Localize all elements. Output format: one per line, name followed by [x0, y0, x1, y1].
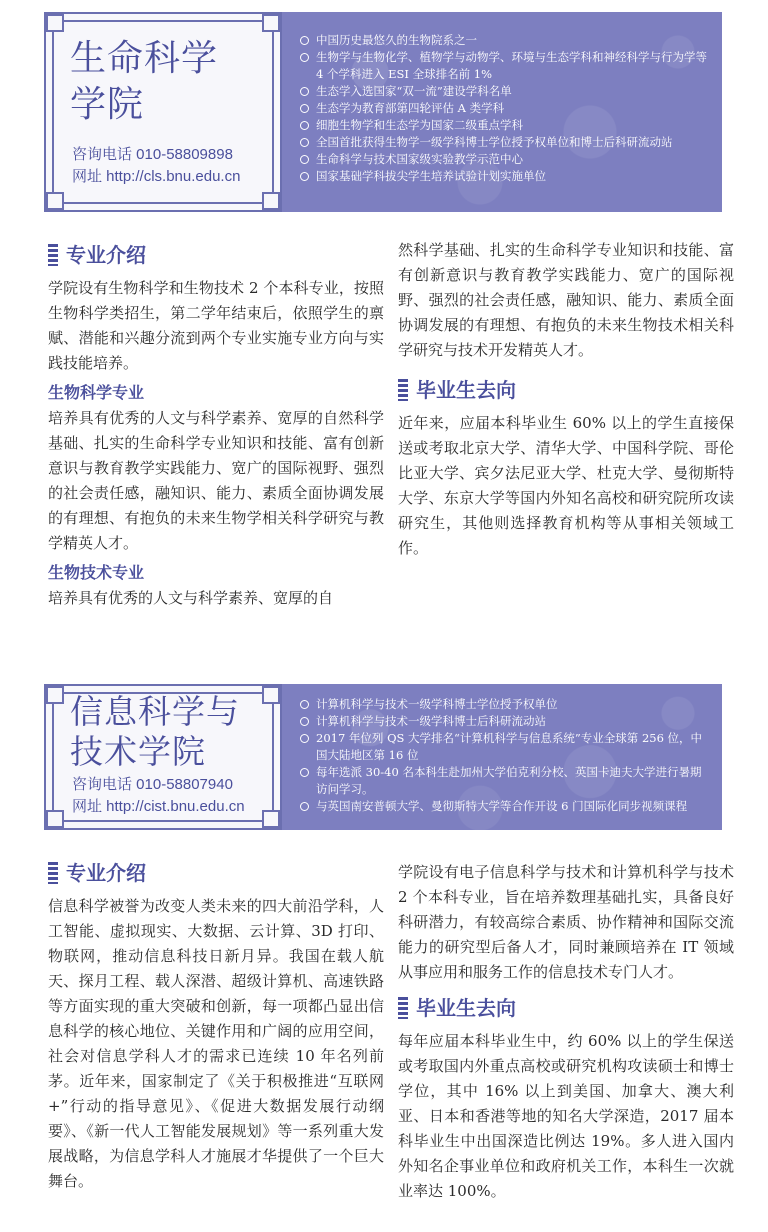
college-title: [70, 36, 270, 128]
college-title: [70, 692, 280, 772]
frame-corner: [46, 192, 64, 210]
website-url: 网址 http://cist.bnu.edu.cn: [72, 798, 245, 815]
website-url: 网址 http://cls.bnu.edu.cn: [72, 168, 241, 185]
major-intro-continued: 学院设有电子信息科学与技术和计算机科学与技术 2 个本科专业，旨在培养数理基础扎实，具备良好科研潜力，有较高综合素质、协作精神和国际交流能力的研究型后备人才，同时兼顾培养在 IT 领域从事应用和服务工作的信息技术专门人才。: [398, 863, 734, 981]
phone-number: 咨询电话 010-58807940: [72, 776, 233, 793]
title-box: [44, 684, 282, 830]
section-heading: [48, 856, 384, 890]
major-intro: 学院设有生物科学和生物技术 2 个本科专业，按照生物科学类招生，第二学年结束后，依照学生的禀赋、潜能和兴趣分流到两个专业实施专业方向与实践技能培养。: [48, 279, 384, 372]
list-item: 与英国南安普顿大学、曼彻斯特大学等合作开设 6 门国际化同步视频课程: [300, 798, 708, 815]
highlights-list: [300, 32, 708, 185]
college-title-line2: 技术学院: [70, 732, 206, 771]
list-item: 每年选派 30-40 名本科生赴加州大学伯克利分校、英国卡迪夫大学进行暑期访问学习。: [300, 764, 708, 798]
heading-text: 专业介绍: [66, 860, 146, 885]
heading-bar-icon: [398, 997, 408, 1019]
heading-bar-icon: [48, 244, 58, 266]
frame-corner: [46, 686, 64, 704]
heading-bar-icon: [398, 379, 408, 401]
list-item: 细胞生物学和生态学为国家二级重点学科: [300, 117, 708, 134]
right-column: [398, 238, 734, 561]
college-title-line2: 学院: [70, 84, 145, 125]
frame-corner: [46, 810, 64, 828]
header-life-science: [44, 12, 722, 212]
subheading: 生物技术专业: [48, 563, 145, 582]
list-item: 生态学为教育部第四轮评估 A 类学科: [300, 100, 708, 117]
list-item: 计算机科学与技术一级学科博士后科研流动站: [300, 713, 708, 730]
list-item: 国家基础学科拔尖学生培养试验计划实施单位: [300, 168, 708, 185]
heading-text: 毕业生去向: [416, 377, 516, 402]
highlights-panel: [282, 12, 722, 212]
major-description-continued: 然科学基础、扎实的生命科学专业知识和技能、富有创新意识与教育教学实践能力、宽广的国际视野、强烈的社会责任感，融知识、能力、素质全面协调发展的有理想、有抱负的未来生物技术相关科学研究与技术开发精英人才。: [398, 241, 734, 359]
right-column: [398, 860, 734, 1204]
highlights-list: [300, 696, 708, 815]
highlights-panel: [282, 684, 722, 830]
section-heading: [398, 991, 734, 1025]
frame-corner: [262, 192, 280, 210]
heading-text: 毕业生去向: [416, 995, 516, 1020]
graduate-destination: 每年应届本科毕业生中，约 60% 以上的学生保送或考取国内外重点高校或研究机构攻读硕士和博士学位，其中 16% 以上到美国、加拿大、澳大利亚、日本和香港等地的知名大学深造，2017 届本科毕业生中出国深造比例达 19%。多人进入国内外知名企事业单位和政府机关工作，本科生一次就业率达 100%。: [398, 1032, 734, 1200]
list-item: 生态学入选国家“双一流”建设学科名单: [300, 83, 708, 100]
contact-info: [72, 774, 245, 818]
subheading: 生物科学专业: [48, 383, 145, 402]
left-column: [48, 238, 384, 611]
college-title-line1: 信息科学与: [70, 692, 240, 731]
title-box: [44, 12, 282, 212]
major-description: 培养具有优秀的人文与科学素养、宽厚的自然科学基础、扎实的生命科学专业知识和技能、富有创新意识与教育教学实践能力、宽广的国际视野、强烈的社会责任感，融知识、能力、素质全面协调发展的有理想、有抱负的未来生物学相关科学研究与教学精英人才。: [48, 409, 384, 552]
frame-corner: [262, 14, 280, 32]
frame-corner: [262, 810, 280, 828]
list-item: 生物学与生物化学、植物学与动物学、环境与生态学科和神经科学与行为学等 4 个学科进入 ESI 全球排名前 1%: [300, 49, 708, 83]
major-description: 培养具有优秀的人文与科学素养、宽厚的自: [48, 589, 334, 607]
college-title-line1: 生命科学: [70, 38, 219, 79]
phone-number: 咨询电话 010-58809898: [72, 146, 233, 163]
heading-bar-icon: [48, 862, 58, 884]
list-item: 生命科学与技术国家级实验教学示范中心: [300, 151, 708, 168]
list-item: 计算机科学与技术一级学科博士学位授予权单位: [300, 696, 708, 713]
section-heading: [48, 238, 384, 272]
heading-text: 专业介绍: [66, 242, 146, 267]
contact-info: [72, 144, 240, 188]
graduate-destination: 近年来，应届本科毕业生 60% 以上的学生直接保送或考取北京大学、清华大学、中国科学院、哥伦比亚大学、宾夕法尼亚大学、杜克大学、曼彻斯特大学、东京大学等国内外知名高校和研究院所攻读研究生，其他则选择教育机构等从事相关领域工作。: [398, 414, 734, 557]
list-item: 全国首批获得生物学一级学科博士学位授予权单位和博士后科研流动站: [300, 134, 708, 151]
header-info-science: [44, 684, 722, 830]
left-column: [48, 856, 384, 1194]
list-item: 中国历史最悠久的生物院系之一: [300, 32, 708, 49]
section-heading: [398, 373, 734, 407]
frame-corner: [46, 14, 64, 32]
major-intro: 信息科学被誉为改变人类未来的四大前沿学科，人工智能、虚拟现实、大数据、云计算、3D 打印、物联网，推动信息科技日新月异。我国在载人航天、探月工程、载人深潜、超级计算机、高速铁路等方面实现的重大突破和创新，每一项都凸显出信息科学的核心地位、关键作用和广阔的应用空间，社会对信息学科人才的需求已连续 10 年名列前茅。近年来，国家制定了《关于积极推进“互联网+”行动的指导意见》、《促进大数据发展行动纲要》、《新一代人工智能发展规划》等一系列重大发展战略，为信息学科人才施展才华提供了一个巨大舞台。: [48, 897, 384, 1190]
list-item: 2017 年位列 QS 大学排名“计算机科学与信息系统”专业全球第 256 位，中国大陆地区第 16 位: [300, 730, 708, 764]
